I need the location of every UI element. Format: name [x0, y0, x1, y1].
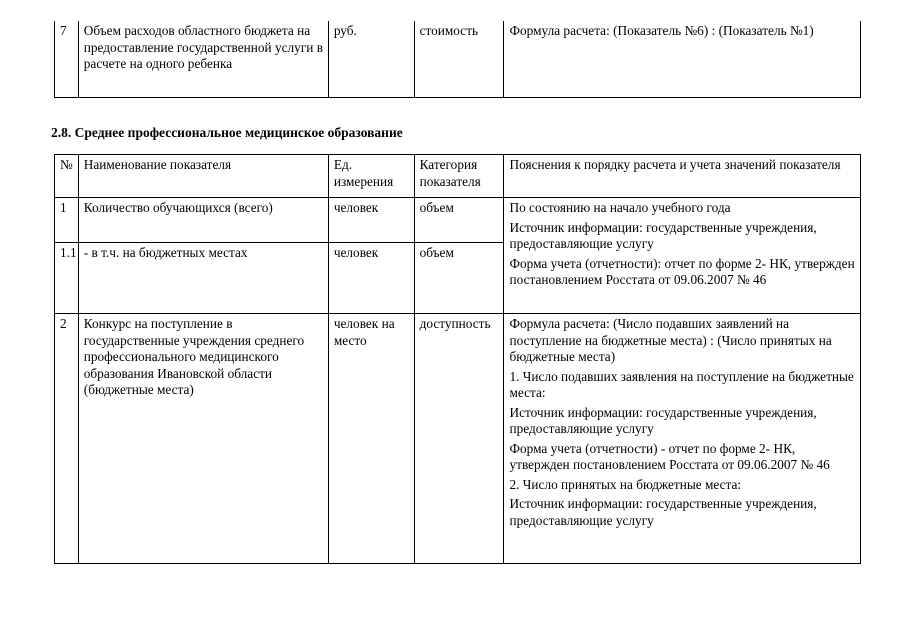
category: доступность: [414, 314, 504, 564]
table-row: [55, 198, 861, 243]
note-line: По состоянию на начало учебного года: [509, 200, 731, 215]
note-line: Форма учета (отчетности) - отчет по форме 2- НК, утвержден постановлением Росстата от 09.06.2007 № 46: [509, 440, 830, 472]
note: [504, 198, 861, 314]
note: Формула расчета: (Показатель №6) : (Показатель №1): [504, 21, 861, 97]
note: [504, 314, 861, 564]
row-number: 2: [55, 314, 79, 564]
header-num: №: [55, 155, 79, 198]
note-line: 2. Число принятых на бюджетные места:: [509, 476, 742, 492]
header-note: Пояснения к порядку расчета и учета значений показателя: [504, 155, 861, 198]
note-line: Источник информации: государственные учреждения, предоставляющие услугу: [509, 404, 817, 436]
header-category: Категория показателя: [414, 155, 504, 198]
indicator-name: - в т.ч. на бюджетных местах: [78, 243, 328, 314]
table-header-row: [55, 155, 861, 198]
note-line: Форма учета (отчетности): отчет по форме 2- НК, утвержден постановлением Росстата от 09.06.2007 № 46: [509, 255, 855, 287]
note-line: 1. Число подавших заявления на поступление на бюджетные места:: [509, 368, 854, 400]
section-title: 2.8. Среднее профессиональное медицинское образование: [51, 125, 403, 140]
unit: человек: [328, 198, 414, 243]
category: объем: [414, 243, 504, 314]
unit: руб.: [328, 21, 414, 97]
unit: человек на место: [328, 314, 414, 564]
unit: человек: [328, 243, 414, 314]
indicator-name: Объем расходов областного бюджета на предоставление государственной услуги в расчете на одного ребенка: [78, 21, 328, 97]
note-line: Формула расчета: (Число подавших заявлений на поступление на бюджетные места) : (Число принятых на бюджетные места): [509, 316, 832, 364]
row-number: 1.1: [55, 243, 79, 314]
category: объем: [414, 198, 504, 243]
indicator-name: Конкурс на поступление в государственные учреждения среднего профессионального медицинского образования Ивановской области (бюджетные места): [78, 314, 328, 564]
category: стоимость: [414, 21, 504, 97]
main-table: [54, 154, 861, 564]
table-row: [55, 21, 861, 97]
note-line: Источник информации: государственные учреждения, предоставляющие услугу: [509, 496, 817, 528]
header-unit: Ед. измерения: [328, 155, 414, 198]
indicator-name: Количество обучающихся (всего): [78, 198, 328, 243]
row-number: 1: [55, 198, 79, 243]
header-name: Наименование показателя: [78, 155, 328, 198]
top-table: [54, 21, 861, 98]
table-row: [55, 314, 861, 564]
row-number: 7: [55, 21, 79, 97]
note-line: Источник информации: государственные учреждения, предоставляющие услугу: [509, 219, 817, 251]
